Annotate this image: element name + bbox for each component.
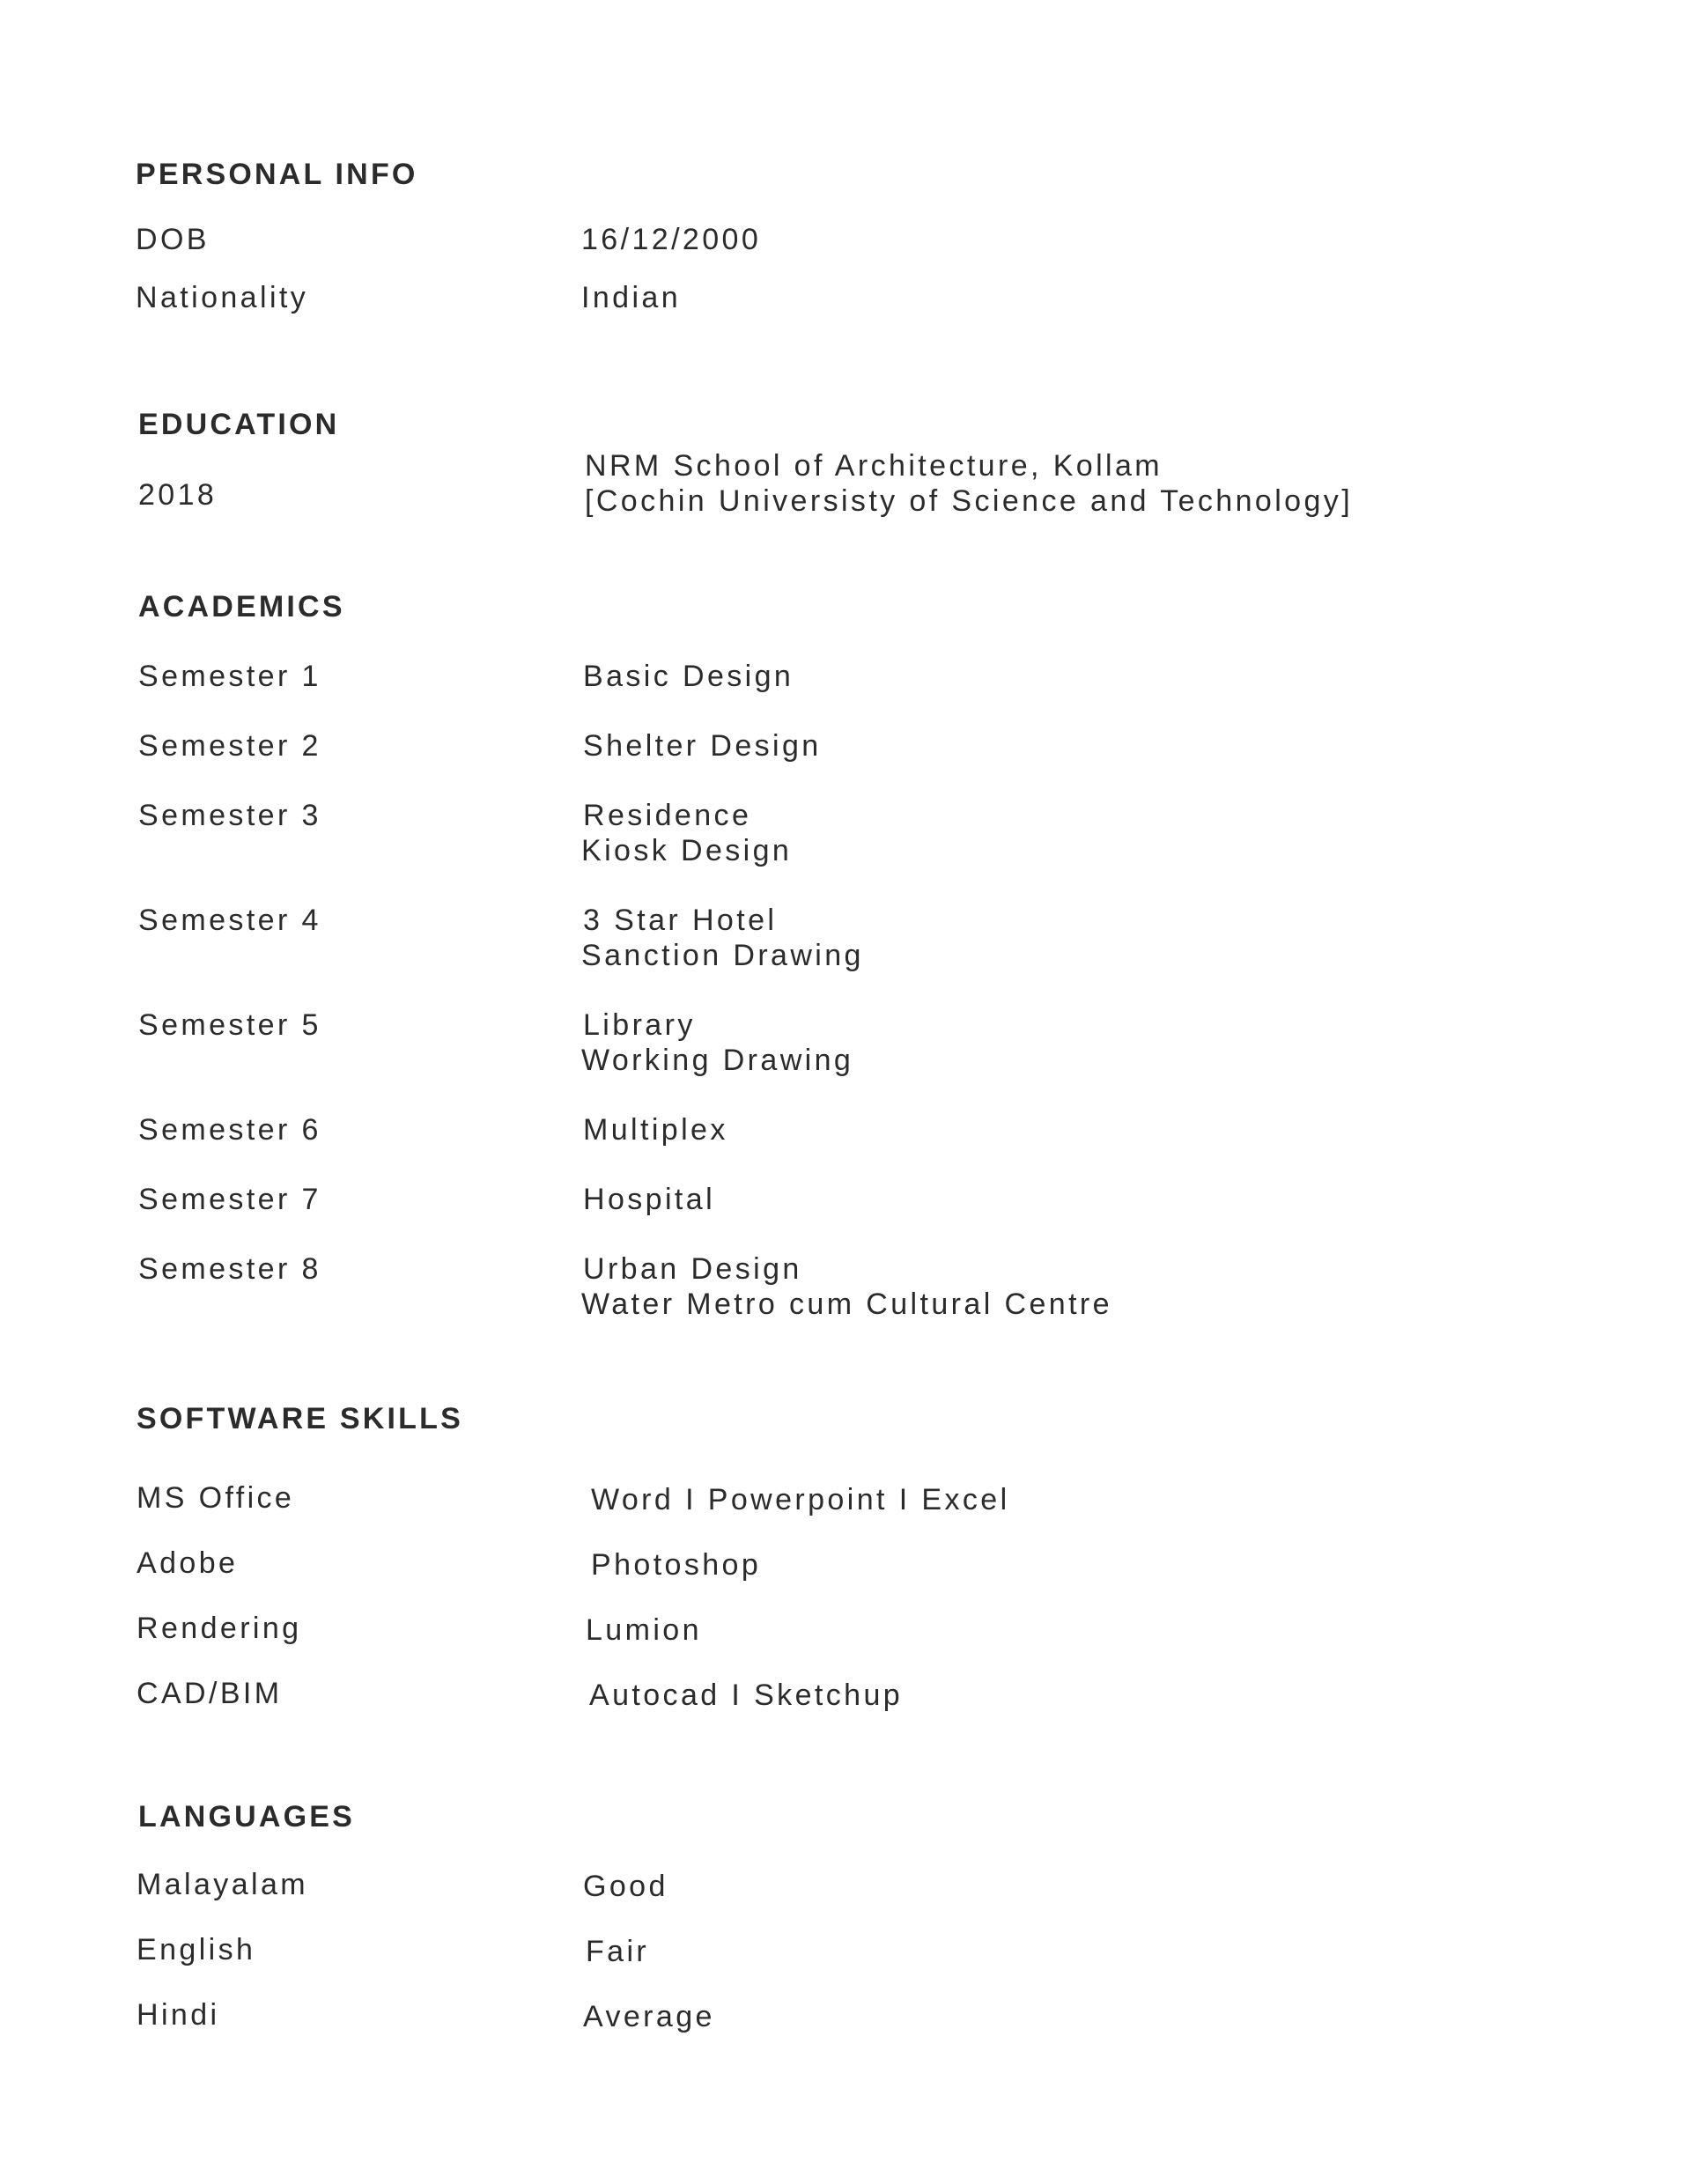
skill-category: MS Office [137, 1481, 295, 1515]
semester-project-secondary: Sanction Drawing [581, 939, 864, 972]
languages-heading: LANGUAGES [138, 1800, 356, 1834]
semester-label: Semester 1 [138, 660, 321, 693]
language-proficiency: Average [583, 2000, 715, 2033]
language-name: Malayalam [137, 1868, 308, 1901]
skill-category: CAD/BIM [137, 1677, 283, 1710]
semester-project-secondary: Kiosk Design [581, 834, 793, 867]
semester-project: Residence [583, 799, 752, 832]
semester-label: Semester 7 [138, 1183, 321, 1216]
skill-tools: Lumion [586, 1613, 702, 1647]
personal-info-heading: PERSONAL INFO [136, 158, 418, 191]
nationality-value: Indian [581, 281, 682, 314]
semester-project: Library [583, 1008, 696, 1042]
language-name: Hindi [137, 1998, 220, 2032]
semester-project: 3 Star Hotel [583, 904, 778, 937]
skill-tools: Word I Powerpoint I Excel [591, 1483, 1010, 1516]
education-year: 2018 [138, 478, 218, 512]
semester-label: Semester 5 [138, 1008, 321, 1042]
semester-label: Semester 8 [138, 1252, 321, 1286]
education-heading: EDUCATION [138, 408, 340, 441]
semester-project: Multiplex [583, 1113, 728, 1147]
semester-project-secondary: Working Drawing [581, 1044, 854, 1077]
language-proficiency: Fair [586, 1935, 650, 1968]
nationality-label: Nationality [136, 281, 309, 314]
semester-project: Urban Design [583, 1252, 802, 1286]
skill-category: Rendering [137, 1612, 302, 1645]
semester-project: Basic Design [583, 660, 794, 693]
language-name: English [137, 1933, 256, 1966]
dob-label: DOB [136, 223, 210, 256]
education-university: [Cochin Universisty of Science and Technology] [585, 484, 1354, 518]
skill-tools: Autocad I Sketchup [589, 1679, 904, 1712]
skill-tools: Photoshop [591, 1548, 762, 1582]
semester-project: Hospital [583, 1183, 716, 1216]
semester-project: Shelter Design [583, 729, 822, 763]
semester-project-secondary: Water Metro cum Cultural Centre [581, 1288, 1112, 1321]
education-institution: NRM School of Architecture, Kollam [585, 449, 1163, 483]
semester-label: Semester 4 [138, 904, 321, 937]
software-skills-heading: SOFTWARE SKILLS [137, 1402, 463, 1435]
semester-label: Semester 3 [138, 799, 321, 832]
academics-heading: ACADEMICS [138, 590, 345, 623]
skill-category: Adobe [137, 1546, 239, 1580]
language-proficiency: Good [583, 1870, 668, 1903]
semester-label: Semester 6 [138, 1113, 321, 1147]
dob-value: 16/12/2000 [581, 223, 762, 256]
semester-label: Semester 2 [138, 729, 321, 763]
